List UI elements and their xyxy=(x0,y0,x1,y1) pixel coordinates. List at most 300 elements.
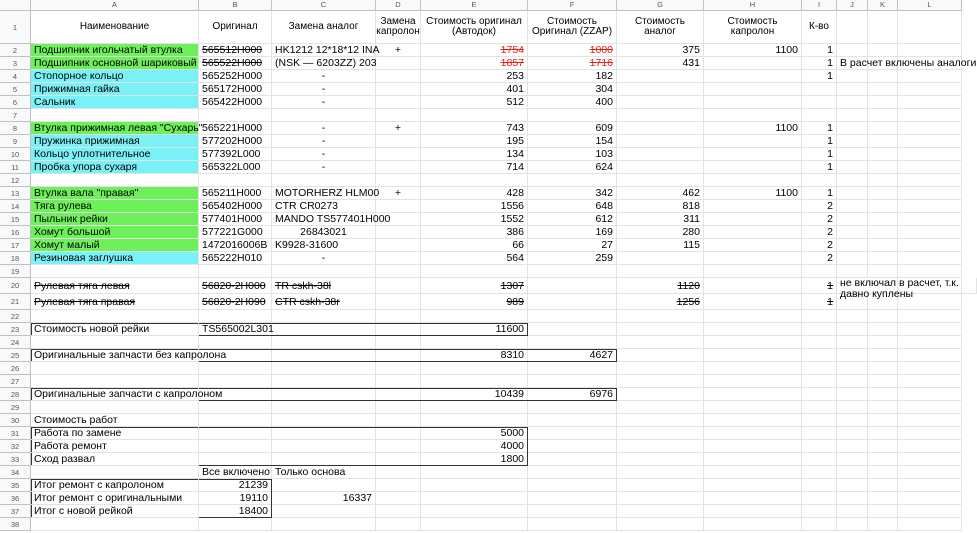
row-header-16[interactable]: 16 xyxy=(0,226,31,239)
cell-C38[interactable] xyxy=(272,518,376,531)
cell-E28[interactable]: 10439 xyxy=(421,388,528,401)
cell-H28[interactable] xyxy=(704,388,802,401)
cell-C4[interactable]: - xyxy=(272,70,376,83)
cell-C26[interactable] xyxy=(272,362,376,375)
cell-B24[interactable] xyxy=(199,336,272,349)
cell-K17[interactable] xyxy=(868,239,898,252)
cell-H6[interactable] xyxy=(704,96,802,109)
cell-E29[interactable] xyxy=(421,401,528,414)
cell-J12[interactable] xyxy=(837,174,868,187)
cell-I33[interactable] xyxy=(802,453,837,466)
cell-G13[interactable]: 462 xyxy=(617,187,704,200)
cell-G11[interactable] xyxy=(617,161,704,174)
cell-H37[interactable] xyxy=(704,505,802,518)
cell-J18[interactable] xyxy=(837,252,868,265)
cell-F34[interactable] xyxy=(528,466,617,479)
cell-C25[interactable] xyxy=(272,349,376,362)
cell-K15[interactable] xyxy=(868,213,898,226)
cell-F30[interactable] xyxy=(528,414,617,427)
cell-J17[interactable] xyxy=(837,239,868,252)
cell-D8[interactable]: + xyxy=(376,122,421,135)
cell-E24[interactable] xyxy=(421,336,528,349)
cell-D19[interactable] xyxy=(376,265,421,278)
cell-L9[interactable] xyxy=(898,135,962,148)
row-header-21[interactable]: 21 xyxy=(0,294,31,310)
cell-E9[interactable]: 195 xyxy=(421,135,528,148)
cell-C3[interactable]: (NSK — 6203ZZ) 203 xyxy=(272,57,376,70)
cell-I15[interactable]: 2 xyxy=(802,213,837,226)
cell-B34[interactable]: Все включено xyxy=(199,466,272,479)
cell-L37[interactable] xyxy=(898,505,962,518)
cell-A22[interactable] xyxy=(31,310,199,323)
cell-C2[interactable]: HK1212 12*18*12 INA xyxy=(272,44,376,57)
cell-B32[interactable] xyxy=(199,440,272,453)
column-header-F[interactable]: F xyxy=(528,0,617,11)
cell-K22[interactable] xyxy=(868,310,898,323)
column-header-B[interactable]: B xyxy=(199,0,272,11)
cell-J27[interactable] xyxy=(837,375,868,388)
cell-G16[interactable]: 280 xyxy=(617,226,704,239)
cell-J32[interactable] xyxy=(837,440,868,453)
cell-C36[interactable]: 16337 xyxy=(272,492,376,505)
cell-I6[interactable] xyxy=(802,96,837,109)
cell-A21[interactable]: Рулевая тяга правая xyxy=(31,294,199,310)
cell-B11[interactable]: 565322L000 xyxy=(199,161,272,174)
cell-G28[interactable] xyxy=(617,388,704,401)
cell-E37[interactable] xyxy=(421,505,528,518)
cell-H31[interactable] xyxy=(704,427,802,440)
cell-C17[interactable]: K9928-31600 xyxy=(272,239,376,252)
cell-D11[interactable] xyxy=(376,161,421,174)
cell-H22[interactable] xyxy=(704,310,802,323)
cell-J36[interactable] xyxy=(837,492,868,505)
cell-F10[interactable]: 103 xyxy=(528,148,617,161)
row-header-12[interactable]: 12 xyxy=(0,174,31,187)
cell-J29[interactable] xyxy=(837,401,868,414)
cell-K23[interactable] xyxy=(868,323,898,336)
cell-F38[interactable] xyxy=(528,518,617,531)
cell-F23[interactable] xyxy=(528,323,617,336)
cell-G7[interactable] xyxy=(617,109,704,122)
cell-L36[interactable] xyxy=(898,492,962,505)
cell-G14[interactable]: 818 xyxy=(617,200,704,213)
cell-E14[interactable]: 1556 xyxy=(421,200,528,213)
cell-I35[interactable] xyxy=(802,479,837,492)
cell-G2[interactable]: 375 xyxy=(617,44,704,57)
cell-C20[interactable]: TR cskh-38l xyxy=(272,278,376,294)
row-header-2[interactable]: 2 xyxy=(0,44,31,57)
cell-B7[interactable] xyxy=(199,109,272,122)
cell-L6[interactable] xyxy=(898,96,962,109)
cell-G24[interactable] xyxy=(617,336,704,349)
cell-L23[interactable] xyxy=(898,323,962,336)
cell-L27[interactable] xyxy=(898,375,962,388)
cell-A32[interactable]: Работа ремонт xyxy=(31,440,199,453)
cell-I23[interactable] xyxy=(802,323,837,336)
cell-C33[interactable] xyxy=(272,453,376,466)
cell-I12[interactable] xyxy=(802,174,837,187)
cell-E15[interactable]: 1552 xyxy=(421,213,528,226)
cell-D26[interactable] xyxy=(376,362,421,375)
cell-C18[interactable]: - xyxy=(272,252,376,265)
cell-A28[interactable]: Оригинальные запчасти с капролоном xyxy=(31,388,199,401)
cell-G37[interactable] xyxy=(617,505,704,518)
cell-D33[interactable] xyxy=(376,453,421,466)
cell-I3[interactable]: 1 xyxy=(802,57,837,70)
row-header-24[interactable]: 24 xyxy=(0,336,31,349)
cell-L16[interactable] xyxy=(898,226,962,239)
cell-J9[interactable] xyxy=(837,135,868,148)
cell-F35[interactable] xyxy=(528,479,617,492)
cell-L14[interactable] xyxy=(898,200,962,213)
cell-F26[interactable] xyxy=(528,362,617,375)
cell-K14[interactable] xyxy=(868,200,898,213)
cell-L30[interactable] xyxy=(898,414,962,427)
column-header-L[interactable]: L xyxy=(898,0,962,11)
cell-A15[interactable]: Пыльник рейки xyxy=(31,213,199,226)
cell-F15[interactable]: 612 xyxy=(528,213,617,226)
cell-F32[interactable] xyxy=(528,440,617,453)
cell-A36[interactable]: Итог ремонт с оригинальными xyxy=(31,492,199,505)
cell-K34[interactable] xyxy=(868,466,898,479)
cell-J26[interactable] xyxy=(837,362,868,375)
row-header-19[interactable]: 19 xyxy=(0,265,31,278)
row-header-1[interactable]: 1 xyxy=(0,11,31,44)
cell-G23[interactable] xyxy=(617,323,704,336)
row-header-26[interactable]: 26 xyxy=(0,362,31,375)
cell-B10[interactable]: 577392L000 xyxy=(199,148,272,161)
cell-J28[interactable] xyxy=(837,388,868,401)
cell-I7[interactable] xyxy=(802,109,837,122)
cell-H20[interactable] xyxy=(704,278,802,294)
cell-K2[interactable] xyxy=(868,44,898,57)
cell-J31[interactable] xyxy=(837,427,868,440)
cell-I10[interactable]: 1 xyxy=(802,148,837,161)
cell-C37[interactable] xyxy=(272,505,376,518)
cell-D24[interactable] xyxy=(376,336,421,349)
cell-A1[interactable]: Наименование xyxy=(31,11,199,44)
cell-L11[interactable] xyxy=(898,161,962,174)
cell-B21[interactable]: 56820-2H090 xyxy=(199,294,272,310)
cell-I36[interactable] xyxy=(802,492,837,505)
cell-I31[interactable] xyxy=(802,427,837,440)
cell-K33[interactable] xyxy=(868,453,898,466)
cell-F37[interactable] xyxy=(528,505,617,518)
cell-D30[interactable] xyxy=(376,414,421,427)
row-header-33[interactable]: 33 xyxy=(0,453,31,466)
cell-C21[interactable]: CTR cskh-38r xyxy=(272,294,376,310)
cell-H15[interactable] xyxy=(704,213,802,226)
column-header-H[interactable]: H xyxy=(704,0,802,11)
cell-A17[interactable]: Хомут малый xyxy=(31,239,199,252)
cell-A12[interactable] xyxy=(31,174,199,187)
cell-B6[interactable]: 565422H000 xyxy=(199,96,272,109)
cell-F28[interactable]: 6976 xyxy=(528,388,617,401)
cell-G8[interactable] xyxy=(617,122,704,135)
cell-E10[interactable]: 134 xyxy=(421,148,528,161)
cell-I37[interactable] xyxy=(802,505,837,518)
cell-J25[interactable] xyxy=(837,349,868,362)
cell-I30[interactable] xyxy=(802,414,837,427)
cell-H27[interactable] xyxy=(704,375,802,388)
cell-K16[interactable] xyxy=(868,226,898,239)
cell-J33[interactable] xyxy=(837,453,868,466)
cell-K12[interactable] xyxy=(868,174,898,187)
cell-H32[interactable] xyxy=(704,440,802,453)
cell-G25[interactable] xyxy=(617,349,704,362)
cell-E33[interactable]: 1800 xyxy=(421,453,528,466)
cell-F33[interactable] xyxy=(528,453,617,466)
cell-J1[interactable] xyxy=(837,11,868,44)
cell-C10[interactable]: - xyxy=(272,148,376,161)
row-header-27[interactable]: 27 xyxy=(0,375,31,388)
cell-L17[interactable] xyxy=(898,239,962,252)
column-header-G[interactable]: G xyxy=(617,0,704,11)
cell-L35[interactable] xyxy=(898,479,962,492)
cell-K18[interactable] xyxy=(868,252,898,265)
cell-C6[interactable]: - xyxy=(272,96,376,109)
cell-C23[interactable] xyxy=(272,323,376,336)
cell-E16[interactable]: 386 xyxy=(421,226,528,239)
cell-C32[interactable] xyxy=(272,440,376,453)
cell-G4[interactable] xyxy=(617,70,704,83)
column-header-E[interactable]: E xyxy=(421,0,528,11)
cell-K29[interactable] xyxy=(868,401,898,414)
cell-C31[interactable] xyxy=(272,427,376,440)
row-header-3[interactable]: 3 xyxy=(0,57,31,70)
cell-G15[interactable]: 311 xyxy=(617,213,704,226)
cell-L31[interactable] xyxy=(898,427,962,440)
cell-I20[interactable]: 1 xyxy=(802,278,837,294)
row-header-38[interactable]: 38 xyxy=(0,518,31,531)
cell-D29[interactable] xyxy=(376,401,421,414)
cell-B29[interactable] xyxy=(199,401,272,414)
cell-H9[interactable] xyxy=(704,135,802,148)
cell-A6[interactable]: Сальник xyxy=(31,96,199,109)
cell-B15[interactable]: 577401H000 xyxy=(199,213,272,226)
cell-A8[interactable]: Втулка прижимная левая "Сухарь" xyxy=(31,122,199,135)
cell-A16[interactable]: Хомут большой xyxy=(31,226,199,239)
cell-C24[interactable] xyxy=(272,336,376,349)
cell-I28[interactable] xyxy=(802,388,837,401)
cell-F1[interactable]: Стоимость Оригинал (ZZAP) xyxy=(528,11,617,44)
cell-E35[interactable] xyxy=(421,479,528,492)
cell-L1[interactable] xyxy=(898,11,962,44)
cell-L13[interactable] xyxy=(898,187,962,200)
cell-C22[interactable] xyxy=(272,310,376,323)
cell-F8[interactable]: 609 xyxy=(528,122,617,135)
cell-K38[interactable] xyxy=(868,518,898,531)
cell-J15[interactable] xyxy=(837,213,868,226)
cell-A10[interactable]: Кольцо уплотнительное xyxy=(31,148,199,161)
cell-A26[interactable] xyxy=(31,362,199,375)
cell-A3[interactable]: Подшипник основной шариковый xyxy=(31,57,199,70)
cell-G26[interactable] xyxy=(617,362,704,375)
cell-D9[interactable] xyxy=(376,135,421,148)
cell-I5[interactable] xyxy=(802,83,837,96)
row-header-30[interactable]: 30 xyxy=(0,414,31,427)
cell-H18[interactable] xyxy=(704,252,802,265)
cell-J10[interactable] xyxy=(837,148,868,161)
cell-A25[interactable]: Оригинальные запчасти без капролона xyxy=(31,349,199,362)
cell-J7[interactable] xyxy=(837,109,868,122)
cell-H25[interactable] xyxy=(704,349,802,362)
column-header-D[interactable]: D xyxy=(376,0,421,11)
cell-C28[interactable] xyxy=(272,388,376,401)
cell-B27[interactable] xyxy=(199,375,272,388)
cell-D21[interactable] xyxy=(376,294,421,310)
cell-H5[interactable] xyxy=(704,83,802,96)
cell-D37[interactable] xyxy=(376,505,421,518)
cell-E6[interactable]: 512 xyxy=(421,96,528,109)
cell-K35[interactable] xyxy=(868,479,898,492)
cell-L8[interactable] xyxy=(898,122,962,135)
cell-A38[interactable] xyxy=(31,518,199,531)
cell-I4[interactable]: 1 xyxy=(802,70,837,83)
cell-K6[interactable] xyxy=(868,96,898,109)
cell-L33[interactable] xyxy=(898,453,962,466)
cell-J37[interactable] xyxy=(837,505,868,518)
cell-K32[interactable] xyxy=(868,440,898,453)
cell-L15[interactable] xyxy=(898,213,962,226)
cell-G22[interactable] xyxy=(617,310,704,323)
cell-A29[interactable] xyxy=(31,401,199,414)
cell-G19[interactable] xyxy=(617,265,704,278)
cell-D32[interactable] xyxy=(376,440,421,453)
select-all-corner[interactable] xyxy=(0,0,31,11)
cell-E21[interactable]: 989 xyxy=(421,294,528,310)
cell-J8[interactable] xyxy=(837,122,868,135)
cell-E38[interactable] xyxy=(421,518,528,531)
cell-D17[interactable] xyxy=(376,239,421,252)
cell-F36[interactable] xyxy=(528,492,617,505)
column-header-A[interactable]: A xyxy=(31,0,199,11)
cell-A34[interactable] xyxy=(31,466,199,479)
row-header-32[interactable]: 32 xyxy=(0,440,31,453)
cell-F25[interactable]: 4627 xyxy=(528,349,617,362)
cell-J35[interactable] xyxy=(837,479,868,492)
cell-F7[interactable] xyxy=(528,109,617,122)
cell-F21[interactable] xyxy=(528,294,617,310)
row-header-10[interactable]: 10 xyxy=(0,148,31,161)
cell-H23[interactable] xyxy=(704,323,802,336)
cell-H35[interactable] xyxy=(704,479,802,492)
cell-I22[interactable] xyxy=(802,310,837,323)
cell-B13[interactable]: 565211H000 xyxy=(199,187,272,200)
cell-G21[interactable]: 1256 xyxy=(617,294,704,310)
cell-I29[interactable] xyxy=(802,401,837,414)
cell-D10[interactable] xyxy=(376,148,421,161)
cell-E36[interactable] xyxy=(421,492,528,505)
cell-E27[interactable] xyxy=(421,375,528,388)
row-header-4[interactable]: 4 xyxy=(0,70,31,83)
cell-J4[interactable] xyxy=(837,70,868,83)
cell-C7[interactable] xyxy=(272,109,376,122)
cell-F9[interactable]: 154 xyxy=(528,135,617,148)
cell-C8[interactable]: - xyxy=(272,122,376,135)
cell-C12[interactable] xyxy=(272,174,376,187)
cell-D5[interactable] xyxy=(376,83,421,96)
cell-F14[interactable]: 648 xyxy=(528,200,617,213)
cell-A33[interactable]: Сход развал xyxy=(31,453,199,466)
cell-K10[interactable] xyxy=(868,148,898,161)
cell-B35[interactable]: 21239 xyxy=(199,479,272,492)
cell-B20[interactable]: 56820-2H000 xyxy=(199,278,272,294)
cell-G10[interactable] xyxy=(617,148,704,161)
cell-J11[interactable] xyxy=(837,161,868,174)
cell-K25[interactable] xyxy=(868,349,898,362)
row-header-35[interactable]: 35 xyxy=(0,479,31,492)
cell-J5[interactable] xyxy=(837,83,868,96)
cell-L34[interactable] xyxy=(898,466,962,479)
cell-I11[interactable]: 1 xyxy=(802,161,837,174)
row-header-36[interactable]: 36 xyxy=(0,492,31,505)
row-header-25[interactable]: 25 xyxy=(0,349,31,362)
cell-J38[interactable] xyxy=(837,518,868,531)
cell-I16[interactable]: 2 xyxy=(802,226,837,239)
cell-D13[interactable]: + xyxy=(376,187,421,200)
cell-F24[interactable] xyxy=(528,336,617,349)
cell-G1[interactable]: Стоимость аналог xyxy=(617,11,704,44)
row-header-13[interactable]: 13 xyxy=(0,187,31,200)
cell-A13[interactable]: Втулка вала "правая" xyxy=(31,187,199,200)
cell-E23[interactable]: 11600 xyxy=(421,323,528,336)
row-header-22[interactable]: 22 xyxy=(0,310,31,323)
cell-H10[interactable] xyxy=(704,148,802,161)
cell-K37[interactable] xyxy=(868,505,898,518)
cell-H1[interactable]: Стоимость капролон xyxy=(704,11,802,44)
cell-E12[interactable] xyxy=(421,174,528,187)
cell-H8[interactable]: 1100 xyxy=(704,122,802,135)
cell-B30[interactable] xyxy=(199,414,272,427)
cell-A24[interactable] xyxy=(31,336,199,349)
cell-H26[interactable] xyxy=(704,362,802,375)
cell-A23[interactable]: Стоимость новой рейки xyxy=(31,323,199,336)
cell-I18[interactable]: 2 xyxy=(802,252,837,265)
cell-C13[interactable]: MOTORHERZ HLM00 xyxy=(272,187,376,200)
cell-G5[interactable] xyxy=(617,83,704,96)
cell-D22[interactable] xyxy=(376,310,421,323)
cell-C11[interactable]: - xyxy=(272,161,376,174)
cell-D38[interactable] xyxy=(376,518,421,531)
cell-E11[interactable]: 714 xyxy=(421,161,528,174)
cell-D20[interactable] xyxy=(376,278,421,294)
cell-E7[interactable] xyxy=(421,109,528,122)
cell-G36[interactable] xyxy=(617,492,704,505)
row-header-9[interactable]: 9 xyxy=(0,135,31,148)
cell-C9[interactable]: - xyxy=(272,135,376,148)
cell-B38[interactable] xyxy=(199,518,272,531)
cell-L25[interactable] xyxy=(898,349,962,362)
cell-L4[interactable] xyxy=(898,70,962,83)
cell-K24[interactable] xyxy=(868,336,898,349)
cell-H30[interactable] xyxy=(704,414,802,427)
cell-F16[interactable]: 169 xyxy=(528,226,617,239)
cell-A9[interactable]: Пружинка прижимная xyxy=(31,135,199,148)
cell-G31[interactable] xyxy=(617,427,704,440)
cell-H33[interactable] xyxy=(704,453,802,466)
cell-H7[interactable] xyxy=(704,109,802,122)
cell-G33[interactable] xyxy=(617,453,704,466)
row-header-17[interactable]: 17 xyxy=(0,239,31,252)
cell-C30[interactable] xyxy=(272,414,376,427)
cell-C1[interactable]: Замена аналог xyxy=(272,11,376,44)
cell-B3[interactable]: 565522H000 xyxy=(199,57,272,70)
column-header-K[interactable]: K xyxy=(868,0,898,11)
cell-B31[interactable] xyxy=(199,427,272,440)
cell-I32[interactable] xyxy=(802,440,837,453)
cell-B12[interactable] xyxy=(199,174,272,187)
